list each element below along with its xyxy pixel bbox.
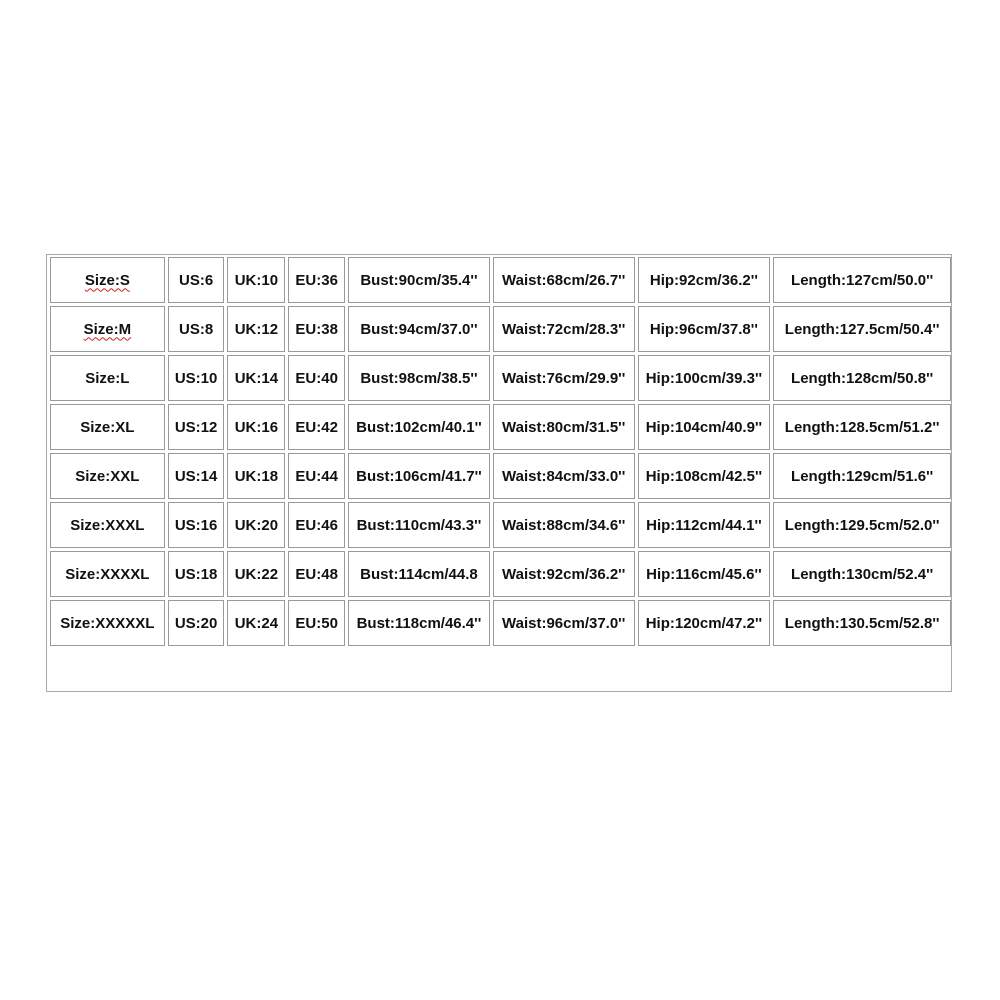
cell-text: Length:129.5cm/52.0'' [784, 516, 940, 534]
size-cell [50, 306, 165, 352]
cell-text: Size:XXXL [70, 516, 145, 534]
cell-text: Bust:118cm/46.4'' [356, 614, 482, 632]
cell-text: UK:16 [234, 418, 279, 436]
length-cell [773, 453, 951, 499]
table-row [50, 404, 951, 450]
cell-text: Size:M [83, 320, 132, 338]
cell-text: UK:18 [234, 467, 279, 485]
cell-text: EU:38 [295, 320, 338, 338]
cell-text: Bust:90cm/35.4'' [360, 271, 478, 289]
cell-text: Length:130cm/52.4'' [791, 565, 934, 583]
cell-text: UK:14 [234, 369, 279, 387]
waist-cell [493, 306, 635, 352]
cell-text: Hip:112cm/44.1'' [646, 516, 762, 534]
bust-cell [348, 453, 490, 499]
uk-size-cell [227, 257, 285, 303]
hip-cell [638, 404, 771, 450]
hip-cell [638, 502, 771, 548]
eu-size-cell [288, 257, 345, 303]
uk-size-cell [227, 600, 285, 646]
bust-cell [348, 355, 490, 401]
cell-text: Size:XL [80, 418, 135, 436]
eu-size-cell [288, 502, 345, 548]
size-cell [50, 502, 165, 548]
cell-text: US:16 [174, 516, 218, 534]
bust-cell [348, 600, 490, 646]
bust-cell [348, 257, 490, 303]
cell-text: Bust:114cm/44.8 [360, 565, 478, 583]
eu-size-cell [288, 453, 345, 499]
cell-text: Size:L [85, 369, 130, 387]
waist-cell [493, 502, 635, 548]
size-chart-body [50, 257, 951, 646]
cell-text: Length:129cm/51.6'' [791, 467, 934, 485]
cell-text: Hip:116cm/45.6'' [646, 565, 762, 583]
size-cell [50, 355, 165, 401]
cell-text: EU:42 [295, 418, 338, 436]
cell-text: Bust:98cm/38.5'' [360, 369, 478, 387]
table-row [50, 551, 951, 597]
length-cell [773, 600, 951, 646]
waist-cell [493, 355, 635, 401]
cell-text: Hip:108cm/42.5'' [645, 467, 763, 485]
size-cell [50, 404, 165, 450]
cell-text: Length:128.5cm/51.2'' [784, 418, 940, 436]
size-cell [50, 551, 165, 597]
cell-text: Length:127.5cm/50.4'' [784, 320, 940, 338]
cell-text: Hip:104cm/40.9'' [645, 418, 763, 436]
waist-cell [493, 551, 635, 597]
size-cell [50, 257, 165, 303]
uk-size-cell [227, 306, 285, 352]
cell-text: Size:XXXXXL [60, 614, 155, 632]
length-cell [773, 551, 951, 597]
waist-cell [493, 453, 635, 499]
cell-text: UK:10 [234, 271, 279, 289]
cell-text: Hip:96cm/37.8'' [649, 320, 758, 338]
cell-text: Size:XXL [75, 467, 140, 485]
cell-text: Waist:76cm/29.9'' [502, 369, 626, 387]
cell-text: Size:XXXXL [65, 565, 150, 583]
eu-size-cell [288, 404, 345, 450]
cell-text: Waist:72cm/28.3'' [502, 320, 626, 338]
cell-text: US:12 [174, 418, 218, 436]
cell-text: US:8 [178, 320, 214, 338]
table-row [50, 600, 951, 646]
cell-text: UK:12 [234, 320, 279, 338]
hip-cell [638, 600, 771, 646]
uk-size-cell [227, 404, 285, 450]
us-size-cell [168, 502, 225, 548]
cell-text: Length:128cm/50.8'' [791, 369, 934, 387]
cell-text: Waist:92cm/36.2'' [502, 565, 626, 583]
hip-cell [638, 306, 771, 352]
waist-cell [493, 257, 635, 303]
cell-text: Size:S [84, 271, 130, 289]
cell-text: Hip:100cm/39.3'' [645, 369, 763, 387]
uk-size-cell [227, 355, 285, 401]
us-size-cell [168, 600, 225, 646]
size-chart-table-frame [46, 254, 952, 692]
us-size-cell [168, 551, 225, 597]
bust-cell [348, 404, 490, 450]
cell-text: Bust:102cm/40.1'' [356, 418, 482, 436]
cell-text: Length:127cm/50.0'' [791, 271, 934, 289]
cell-text: Waist:96cm/37.0'' [502, 614, 626, 632]
cell-text: Waist:88cm/34.6'' [502, 516, 626, 534]
cell-text: Waist:68cm/26.7'' [502, 271, 626, 289]
cell-text: UK:24 [234, 614, 279, 632]
uk-size-cell [227, 453, 285, 499]
us-size-cell [168, 453, 225, 499]
cell-text: Bust:94cm/37.0'' [360, 320, 478, 338]
cell-text: Waist:84cm/33.0'' [502, 467, 626, 485]
cell-text: US:20 [174, 614, 218, 632]
us-size-cell [168, 306, 225, 352]
cell-text: Bust:110cm/43.3'' [356, 516, 482, 534]
us-size-cell [168, 257, 225, 303]
us-size-cell [168, 404, 225, 450]
cell-text: EU:50 [295, 614, 338, 632]
table-row [50, 355, 951, 401]
uk-size-cell [227, 551, 285, 597]
cell-text: UK:20 [234, 516, 279, 534]
hip-cell [638, 257, 771, 303]
waist-cell [493, 600, 635, 646]
bust-cell [348, 551, 490, 597]
table-row [50, 257, 951, 303]
cell-text: US:18 [174, 565, 218, 583]
length-cell [773, 306, 951, 352]
length-cell [773, 355, 951, 401]
cell-text: US:14 [174, 467, 218, 485]
cell-text: EU:36 [295, 271, 338, 289]
cell-text: US:6 [178, 271, 214, 289]
cell-text: EU:44 [295, 467, 338, 485]
cell-text: Bust:106cm/41.7'' [356, 467, 482, 485]
cell-text: Waist:80cm/31.5'' [502, 418, 626, 436]
length-cell [773, 502, 951, 548]
waist-cell [493, 404, 635, 450]
us-size-cell [168, 355, 225, 401]
table-row [50, 502, 951, 548]
table-row [50, 453, 951, 499]
uk-size-cell [227, 502, 285, 548]
table-row [50, 306, 951, 352]
hip-cell [638, 551, 771, 597]
bust-cell [348, 306, 490, 352]
cell-text: EU:46 [295, 516, 338, 534]
eu-size-cell [288, 355, 345, 401]
cell-text: EU:40 [295, 369, 338, 387]
hip-cell [638, 453, 771, 499]
hip-cell [638, 355, 771, 401]
bust-cell [348, 502, 490, 548]
length-cell [773, 404, 951, 450]
size-cell [50, 453, 165, 499]
length-cell [773, 257, 951, 303]
cell-text: UK:22 [234, 565, 279, 583]
size-chart-table [47, 254, 954, 649]
eu-size-cell [288, 306, 345, 352]
eu-size-cell [288, 551, 345, 597]
cell-text: US:10 [174, 369, 218, 387]
eu-size-cell [288, 600, 345, 646]
cell-text: Hip:120cm/47.2'' [645, 614, 763, 632]
cell-text: Length:130.5cm/52.8'' [784, 614, 940, 632]
cell-text: EU:48 [295, 565, 338, 583]
size-cell [50, 600, 165, 646]
cell-text: Hip:92cm/36.2'' [649, 271, 758, 289]
